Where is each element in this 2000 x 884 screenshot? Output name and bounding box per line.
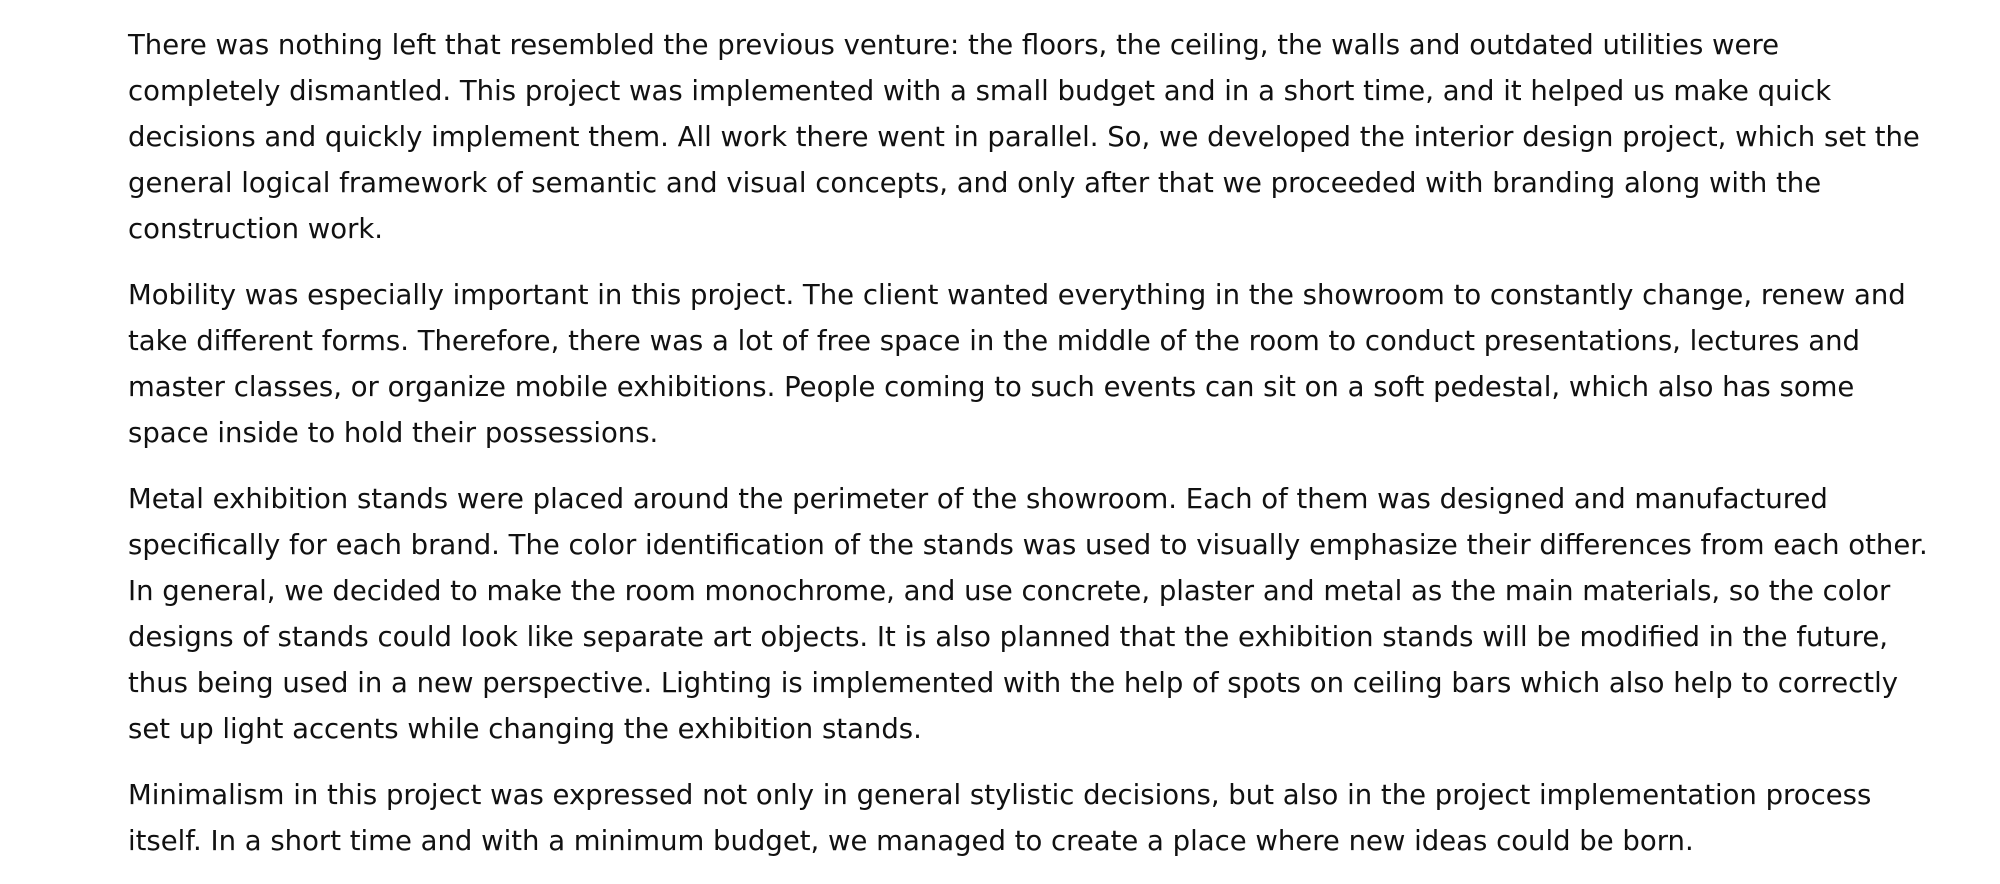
article-body: [128, 22, 1928, 884]
paragraph-1: There was nothing left that resembled the previous venture: the floors, the ceiling, the walls and outdated utilities were completely dismantled. This project was implemented with a small budget and in a short time, and it helped us make quick decisions and quickly implement them. All work there went in parallel. So, we developed the interior design project, which set the general logical framework of semantic and visual concepts, and only after that we proceeded with branding along with the construction work.: [128, 29, 1920, 245]
paragraph-3: Metal exhibition stands were placed around the perimeter of the showroom. Each of them was designed and manufactured specifically for each brand. The color identification of the stands was used to visually emphasize their differences from each other. In general, we decided to make the room monochrome, and use concrete, plaster and metal as the main materials, so the color designs of stands could look like separate art objects. It is also planned that the exhibition stands will be modified in the future, thus being used in a new perspective. Lighting is implemented with the help of spots on ceiling bars which also help to correctly set up light accents while changing the exhibition stands.: [128, 483, 1928, 745]
paragraph-4: Minimalism in this project was expressed not only in general stylistic decisions, but also in the project implementation process itself. In a short time and with a minimum budget, we managed to create a place where new ideas could be born.: [128, 779, 1872, 857]
paragraph-2: Mobility was especially important in this project. The client wanted everything in the showroom to constantly change, renew and take different forms. Therefore, there was a lot of free space in the middle of the room to conduct presentations, lectures and master classes, or organize mobile exhibitions. People coming to such events can sit on a soft pedestal, which also has some space inside to hold their possessions.: [128, 279, 1906, 449]
